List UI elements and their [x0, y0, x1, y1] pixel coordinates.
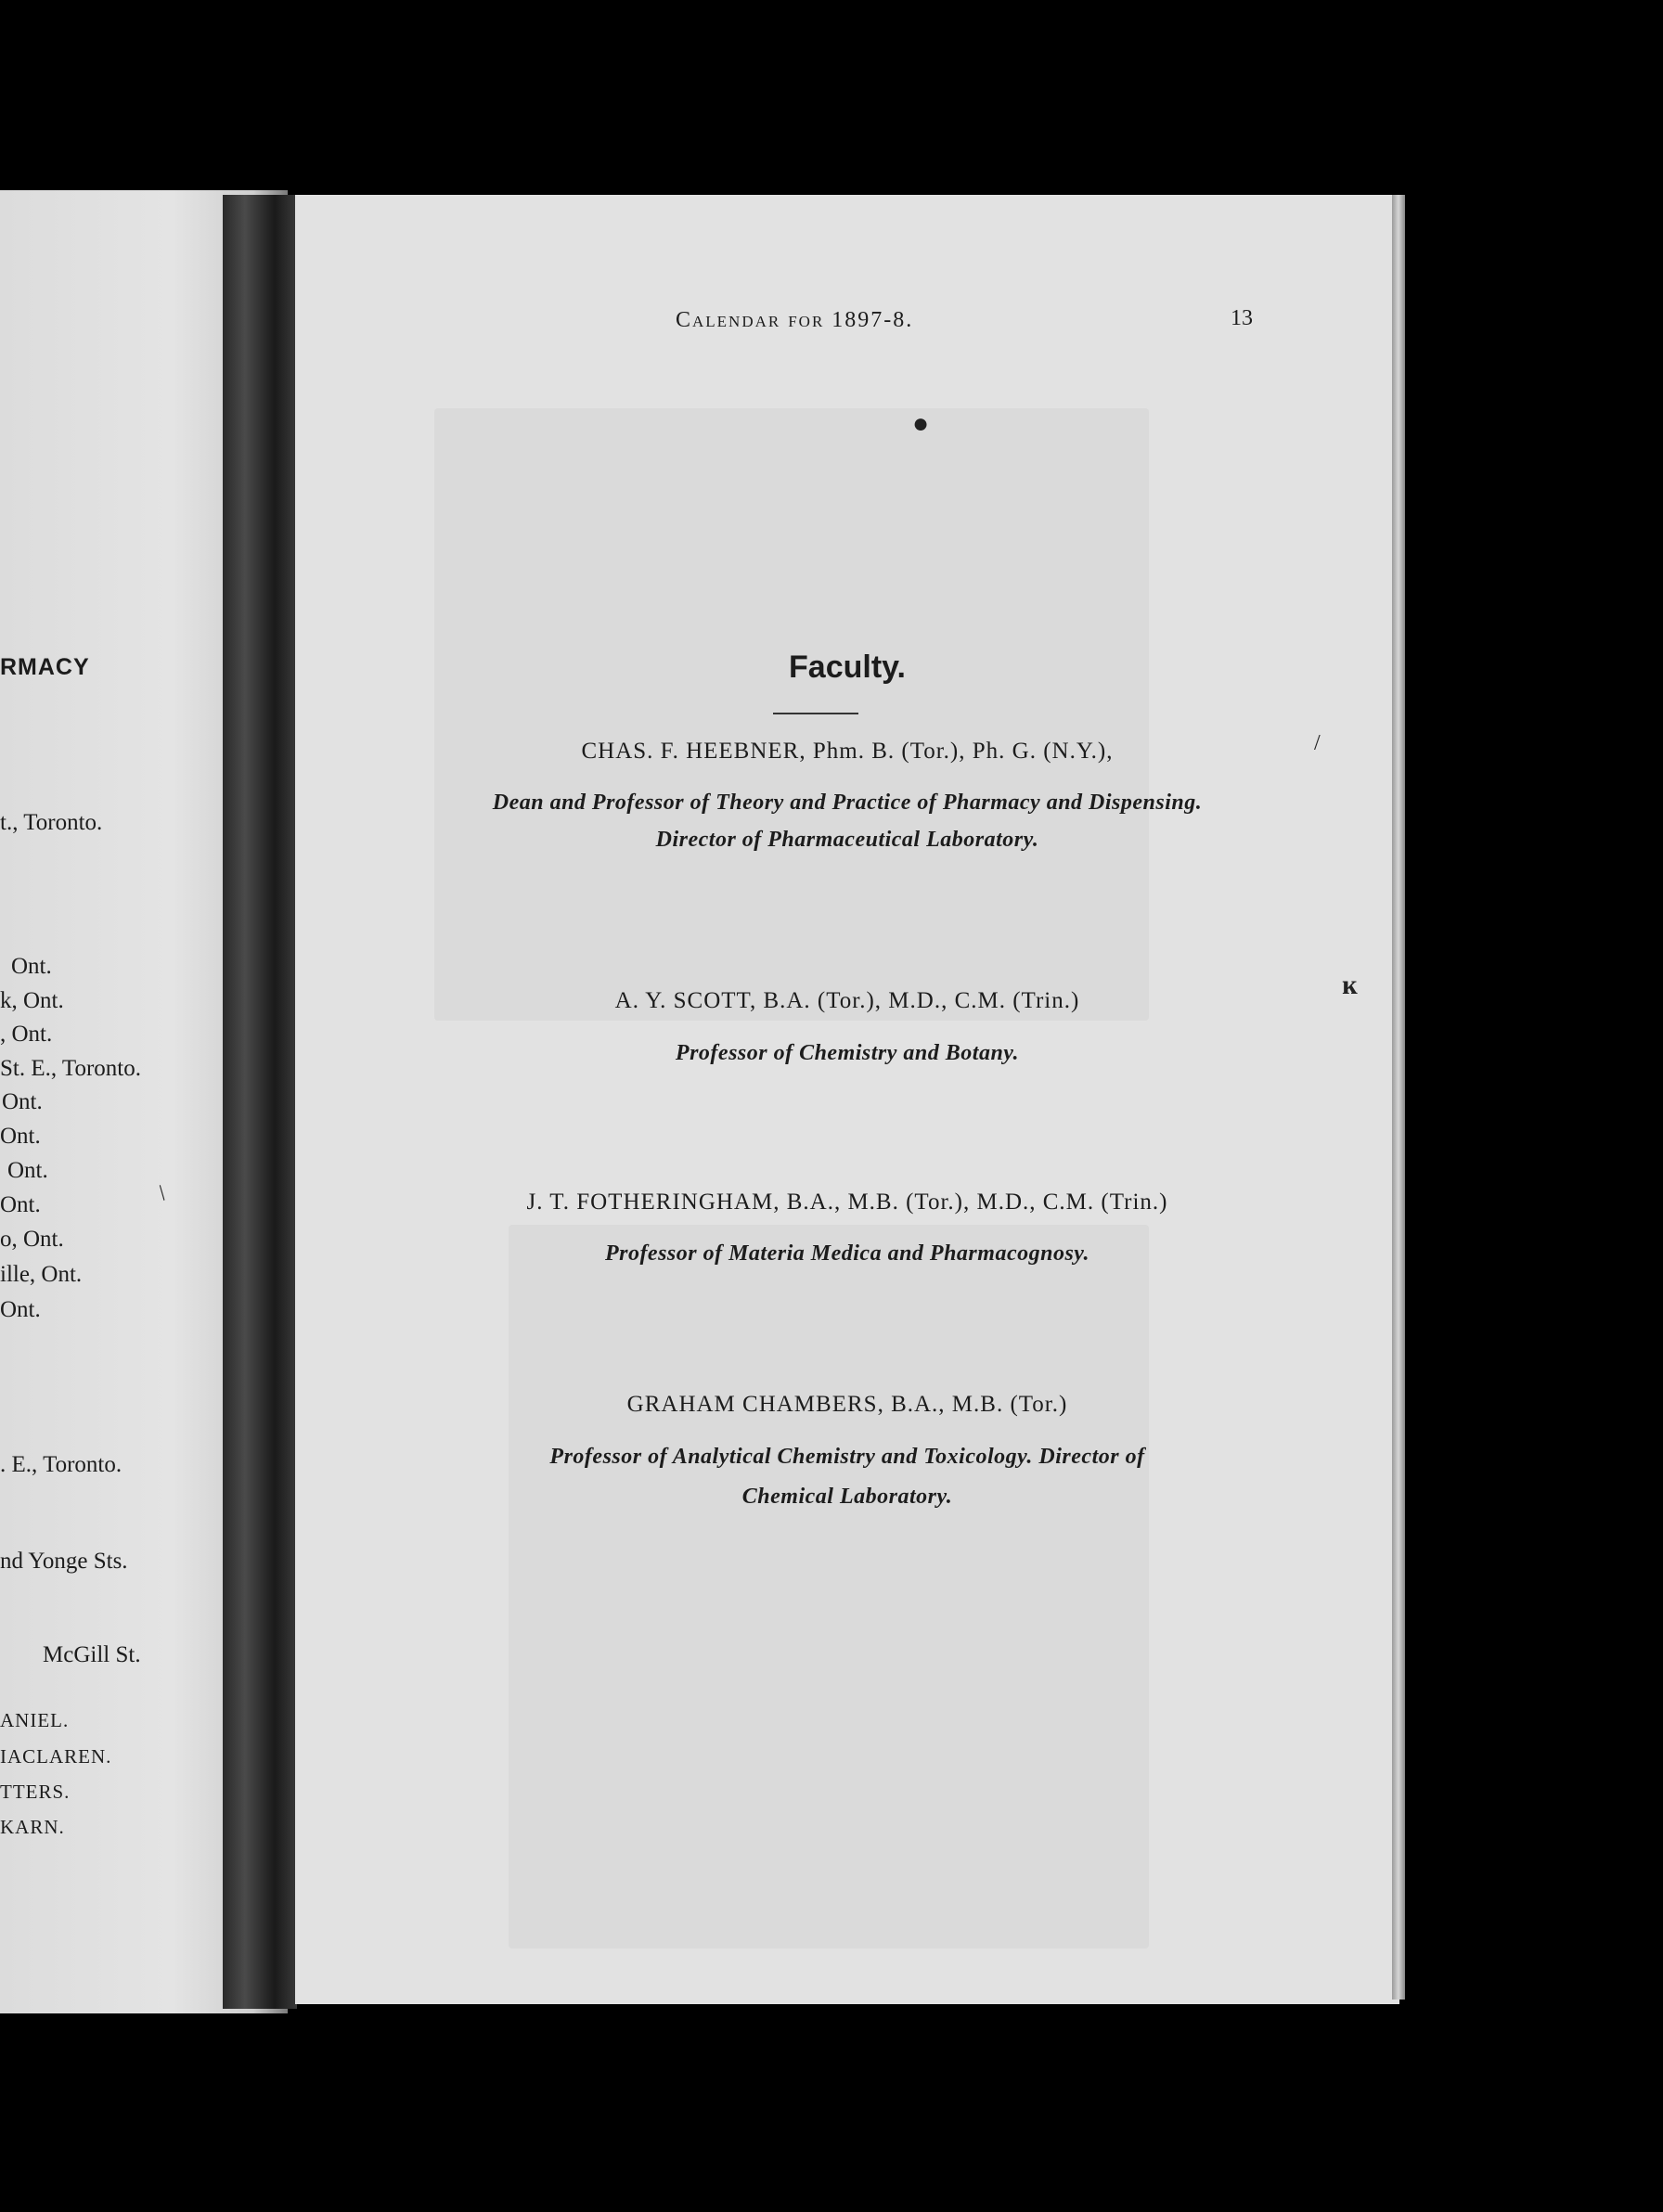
faculty-name: GRAHAM CHAMBERS, B.A., M.B. (Tor.): [626, 1392, 1068, 1417]
left-page-line: o, Ont.: [0, 1227, 64, 1252]
left-page-line: Ont.: [7, 1158, 48, 1183]
left-page-heading-fragment: RMACY: [0, 654, 90, 680]
left-page-line: , Ont.: [0, 1022, 53, 1047]
left-page-line: KARN.: [0, 1816, 65, 1838]
faculty-role: Professor of Chemistry and Botany.: [675, 1041, 1020, 1065]
faculty-name: CHAS. F. HEEBNER, Phm. B. (Tor.), Ph. G. (N.Y.),: [581, 739, 1114, 764]
section-title: Faculty.: [789, 649, 906, 685]
book-gutter: [223, 195, 297, 2009]
pen-mark: /: [1314, 731, 1321, 755]
faculty-role: Dean and Professor of Theory and Practice of Pharmacy and Dispensing.: [492, 791, 1203, 815]
bleed-through-area: [434, 408, 1149, 1021]
left-page-line: ANIEL.: [0, 1709, 70, 1731]
left-page-line: Ont.: [11, 954, 52, 979]
right-page: [295, 195, 1399, 2004]
left-page-line: McGill St.: [43, 1642, 141, 1667]
faculty-name: J. T. FOTHERINGHAM, B.A., M.B. (Tor.), M.D., C.M. (Trin.): [526, 1190, 1168, 1215]
page-number: 13: [1231, 306, 1253, 330]
left-page-line: k, Ont.: [0, 988, 64, 1013]
left-page-line: Ont.: [0, 1124, 41, 1149]
faculty-role: Director of Pharmaceutical Laboratory.: [655, 828, 1039, 852]
pen-mark: /: [152, 1181, 173, 1205]
left-page-line: Ont.: [0, 1297, 41, 1322]
bleed-through-area: [509, 1225, 1149, 1948]
left-page-line: t., Toronto.: [0, 810, 103, 835]
faculty-role: Professor of Materia Medica and Pharmacognosy.: [604, 1241, 1090, 1266]
title-rule: [773, 713, 858, 714]
faculty-name: A. Y. SCOTT, B.A. (Tor.), M.D., C.M. (Trin.): [614, 988, 1080, 1013]
faculty-role: Chemical Laboratory.: [741, 1485, 953, 1509]
left-page-line: nd Yonge Sts.: [0, 1549, 128, 1574]
ink-blot: ●: [912, 408, 930, 439]
left-page-line: IACLAREN.: [0, 1745, 112, 1768]
left-page-line: TTERS.: [0, 1781, 71, 1803]
left-page-line: Ont.: [2, 1089, 43, 1114]
ink-mark: ĸ: [1342, 970, 1358, 1000]
left-page-line: . E., Toronto.: [0, 1452, 122, 1477]
faculty-role: Professor of Analytical Chemistry and Toxicology. Director of: [549, 1445, 1145, 1469]
page-edge: [1392, 195, 1405, 2000]
left-page-line: ille, Ont.: [0, 1262, 83, 1287]
left-page-line: Ont.: [0, 1192, 41, 1217]
left-page-line: St. E., Toronto.: [0, 1056, 141, 1081]
running-header: Calendar for 1897-8.: [676, 308, 914, 332]
